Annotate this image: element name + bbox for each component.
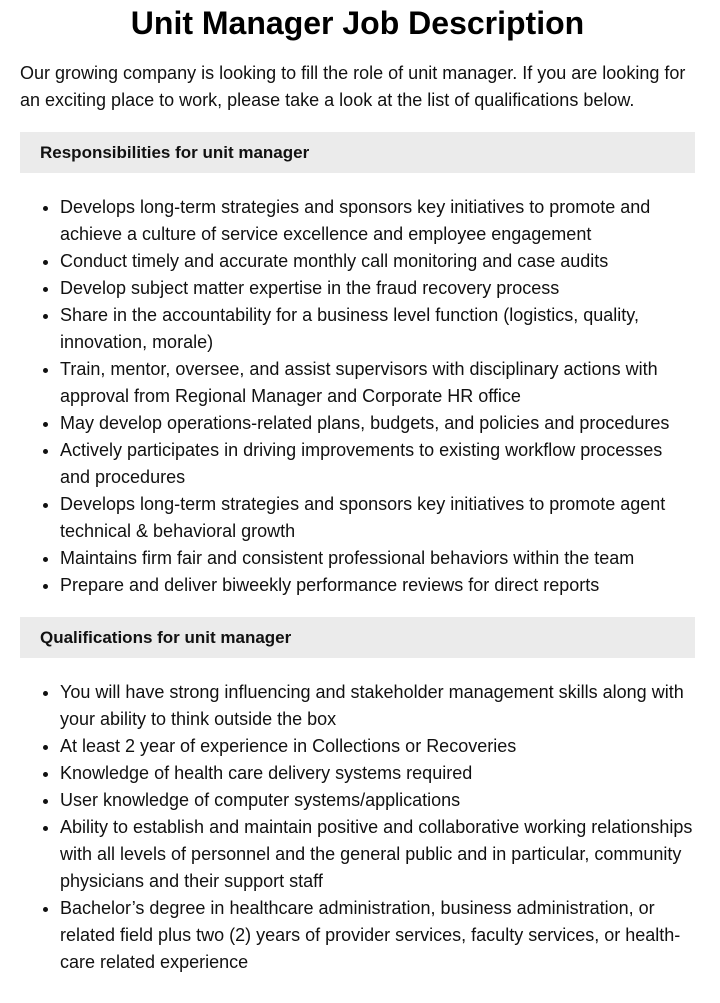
qualifications-heading: Qualifications for unit manager [20, 617, 695, 658]
intro-paragraph: Our growing company is looking to fill the role of unit manager. If you are looking for an exciting place to work, please take a look at the list of qualifications below. [20, 63, 686, 110]
list-item: • Share in the accountability for a business level function (logistics, quality, innovation, morale) [60, 302, 695, 356]
list-item: • May develop operations-related plans, budgets, and policies and procedures [60, 410, 695, 437]
list-item: • User knowledge of computer systems/applications [60, 787, 695, 814]
responsibilities-heading: Responsibilities for unit manager [20, 132, 695, 173]
list-item: • Bachelor’s degree in healthcare administration, business administration, or related field plus two (2) years of provider services, faculty services, or health-care related experience [60, 895, 695, 976]
list-item: • Develop subject matter expertise in the fraud recovery process [60, 275, 695, 302]
list-item: • Train, mentor, oversee, and assist supervisors with disciplinary actions with approval from Regional Manager and Corporate HR office [60, 356, 695, 410]
responsibilities-list [20, 194, 695, 599]
list-item: • Knowledge of health care delivery systems required [60, 760, 695, 787]
list-item: • Develops long-term strategies and sponsors key initiatives to promote agent technical & behavioral growth [60, 491, 695, 545]
qualifications-list [20, 679, 695, 976]
list-item: • At least 2 year of experience in Collections or Recoveries [60, 733, 695, 760]
list-item: • You will have strong influencing and stakeholder management skills along with your ability to think outside the box [60, 679, 695, 733]
page-title: Unit Manager Job Description [130, 5, 585, 41]
list-item: • Develops long-term strategies and sponsors key initiatives to promote and achieve a culture of service excellence and employee engagement [60, 194, 695, 248]
list-item: • Maintains firm fair and consistent professional behaviors within the team [60, 545, 695, 572]
list-item: • Ability to establish and maintain positive and collaborative working relationships with all levels of personnel and the general public and in particular, community physicians and their support staff [60, 814, 695, 895]
list-item: • Conduct timely and accurate monthly call monitoring and case audits [60, 248, 695, 275]
list-item: • Prepare and deliver biweekly performance reviews for direct reports [60, 572, 695, 599]
list-item: • Actively participates in driving improvements to existing workflow processes and procedures [60, 437, 695, 491]
